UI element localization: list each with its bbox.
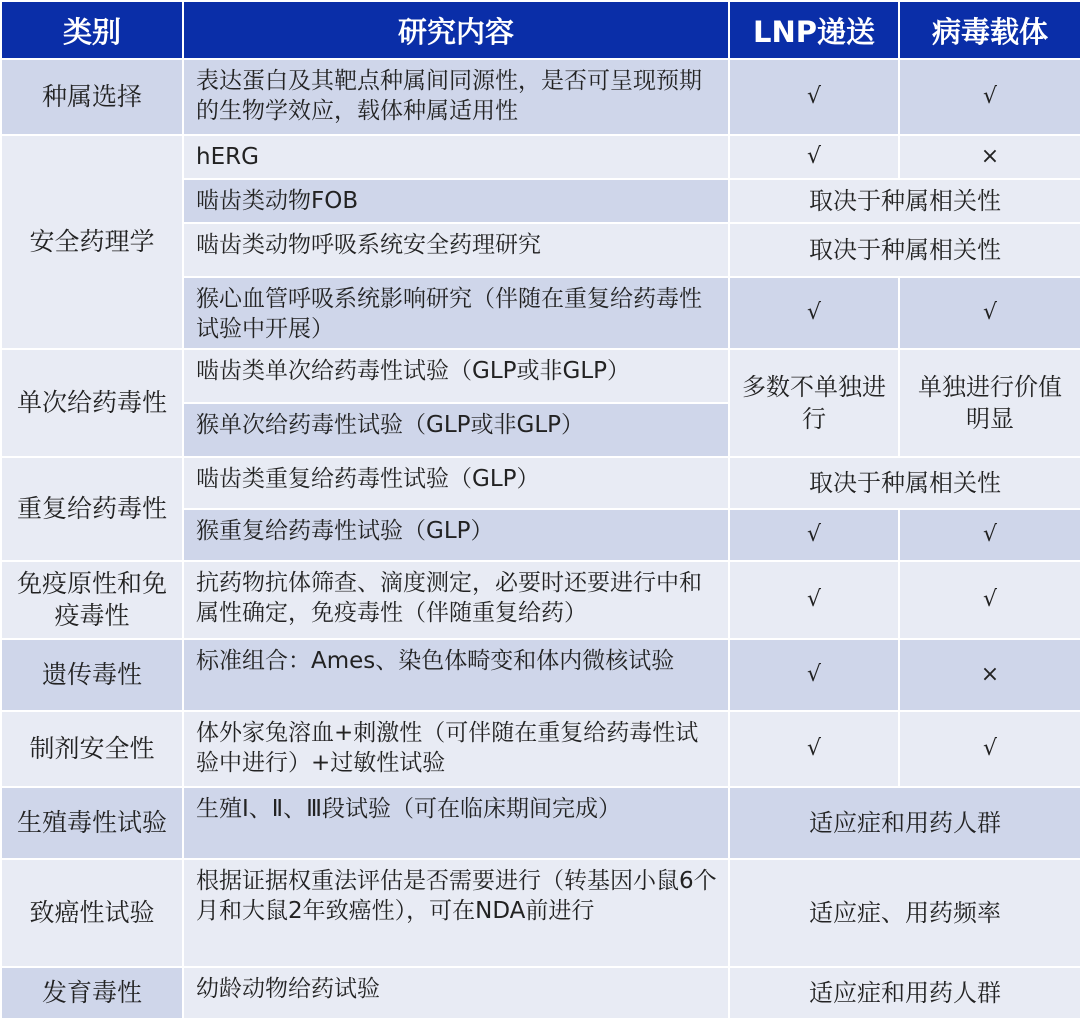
viral-cell: × [899,135,1080,179]
category-cell: 单次给药毒性 [1,349,183,457]
span-cell: 适应症和用药人群 [729,967,1080,1019]
content-cell: 猴心血管呼吸系统影响研究（伴随在重复给药毒性试验中开展） [183,277,729,349]
table-row [1,457,1080,509]
content-cell: hERG [183,135,729,179]
span-cell: 取决于种属相关性 [729,457,1080,509]
span-cell: 适应症、用药频率 [729,859,1080,967]
content-cell: 抗药物抗体筛查、滴度测定，必要时还要进行中和属性确定，免疫毒性（伴随重复给药） [183,561,729,639]
lnp-cell: √ [729,59,899,135]
lnp-cell: √ [729,639,899,711]
viral-cell: √ [899,561,1080,639]
table-row [1,349,1080,403]
category-cell: 致癌性试验 [1,859,183,967]
lnp-cell: √ [729,277,899,349]
span-cell: 取决于种属相关性 [729,223,1080,277]
table-row [1,59,1080,135]
category-cell: 免疫原性和免疫毒性 [1,561,183,639]
table-row [1,967,1080,1019]
content-cell: 啮齿类单次给药毒性试验（GLP或非GLP） [183,349,729,403]
content-cell: 体外家兔溶血+刺激性（可伴随在重复给药毒性试验中进行）+过敏性试验 [183,711,729,787]
table-row [1,135,1080,179]
category-cell: 制剂安全性 [1,711,183,787]
viral-cell: √ [899,509,1080,561]
category-cell: 遗传毒性 [1,639,183,711]
header-viral: 病毒载体 [899,1,1080,59]
content-cell: 猴重复给药毒性试验（GLP） [183,509,729,561]
lnp-cell: √ [729,135,899,179]
content-cell: 幼龄动物给药试验 [183,967,729,1019]
header-lnp: LNP递送 [729,1,899,59]
lnp-cell: 多数不单独进行 [729,349,899,457]
table-row [1,859,1080,967]
header-content: 研究内容 [183,1,729,59]
category-cell: 重复给药毒性 [1,457,183,561]
span-cell: 取决于种属相关性 [729,179,1080,223]
content-cell: 猴单次给药毒性试验（GLP或非GLP） [183,403,729,457]
content-cell: 标准组合：Ames、染色体畸变和体内微核试验 [183,639,729,711]
viral-cell: 单独进行价值明显 [899,349,1080,457]
header-category: 类别 [1,1,183,59]
viral-cell: √ [899,277,1080,349]
table-row [1,639,1080,711]
content-cell: 啮齿类动物呼吸系统安全药理研究 [183,223,729,277]
lnp-cell: √ [729,711,899,787]
content-cell: 表达蛋白及其靶点种属间同源性，是否可呈现预期的生物学效应，载体种属适用性 [183,59,729,135]
table-row [1,711,1080,787]
category-cell: 发育毒性 [1,967,183,1019]
lnp-cell: √ [729,509,899,561]
category-cell: 安全药理学 [1,135,183,349]
table-row [1,561,1080,639]
lnp-cell: √ [729,561,899,639]
content-cell: 啮齿类重复给药毒性试验（GLP） [183,457,729,509]
viral-cell: × [899,639,1080,711]
content-cell: 啮齿类动物FOB [183,179,729,223]
category-cell: 种属选择 [1,59,183,135]
category-cell: 生殖毒性试验 [1,787,183,859]
content-cell: 根据证据权重法评估是否需要进行（转基因小鼠6个月和大鼠2年致癌性），可在NDA前进行 [183,859,729,967]
header-row [1,1,1080,59]
viral-cell: √ [899,711,1080,787]
viral-cell: √ [899,59,1080,135]
table-row [1,787,1080,859]
content-cell: 生殖Ⅰ、Ⅱ、Ⅲ段试验（可在临床期间完成） [183,787,729,859]
span-cell: 适应症和用药人群 [729,787,1080,859]
